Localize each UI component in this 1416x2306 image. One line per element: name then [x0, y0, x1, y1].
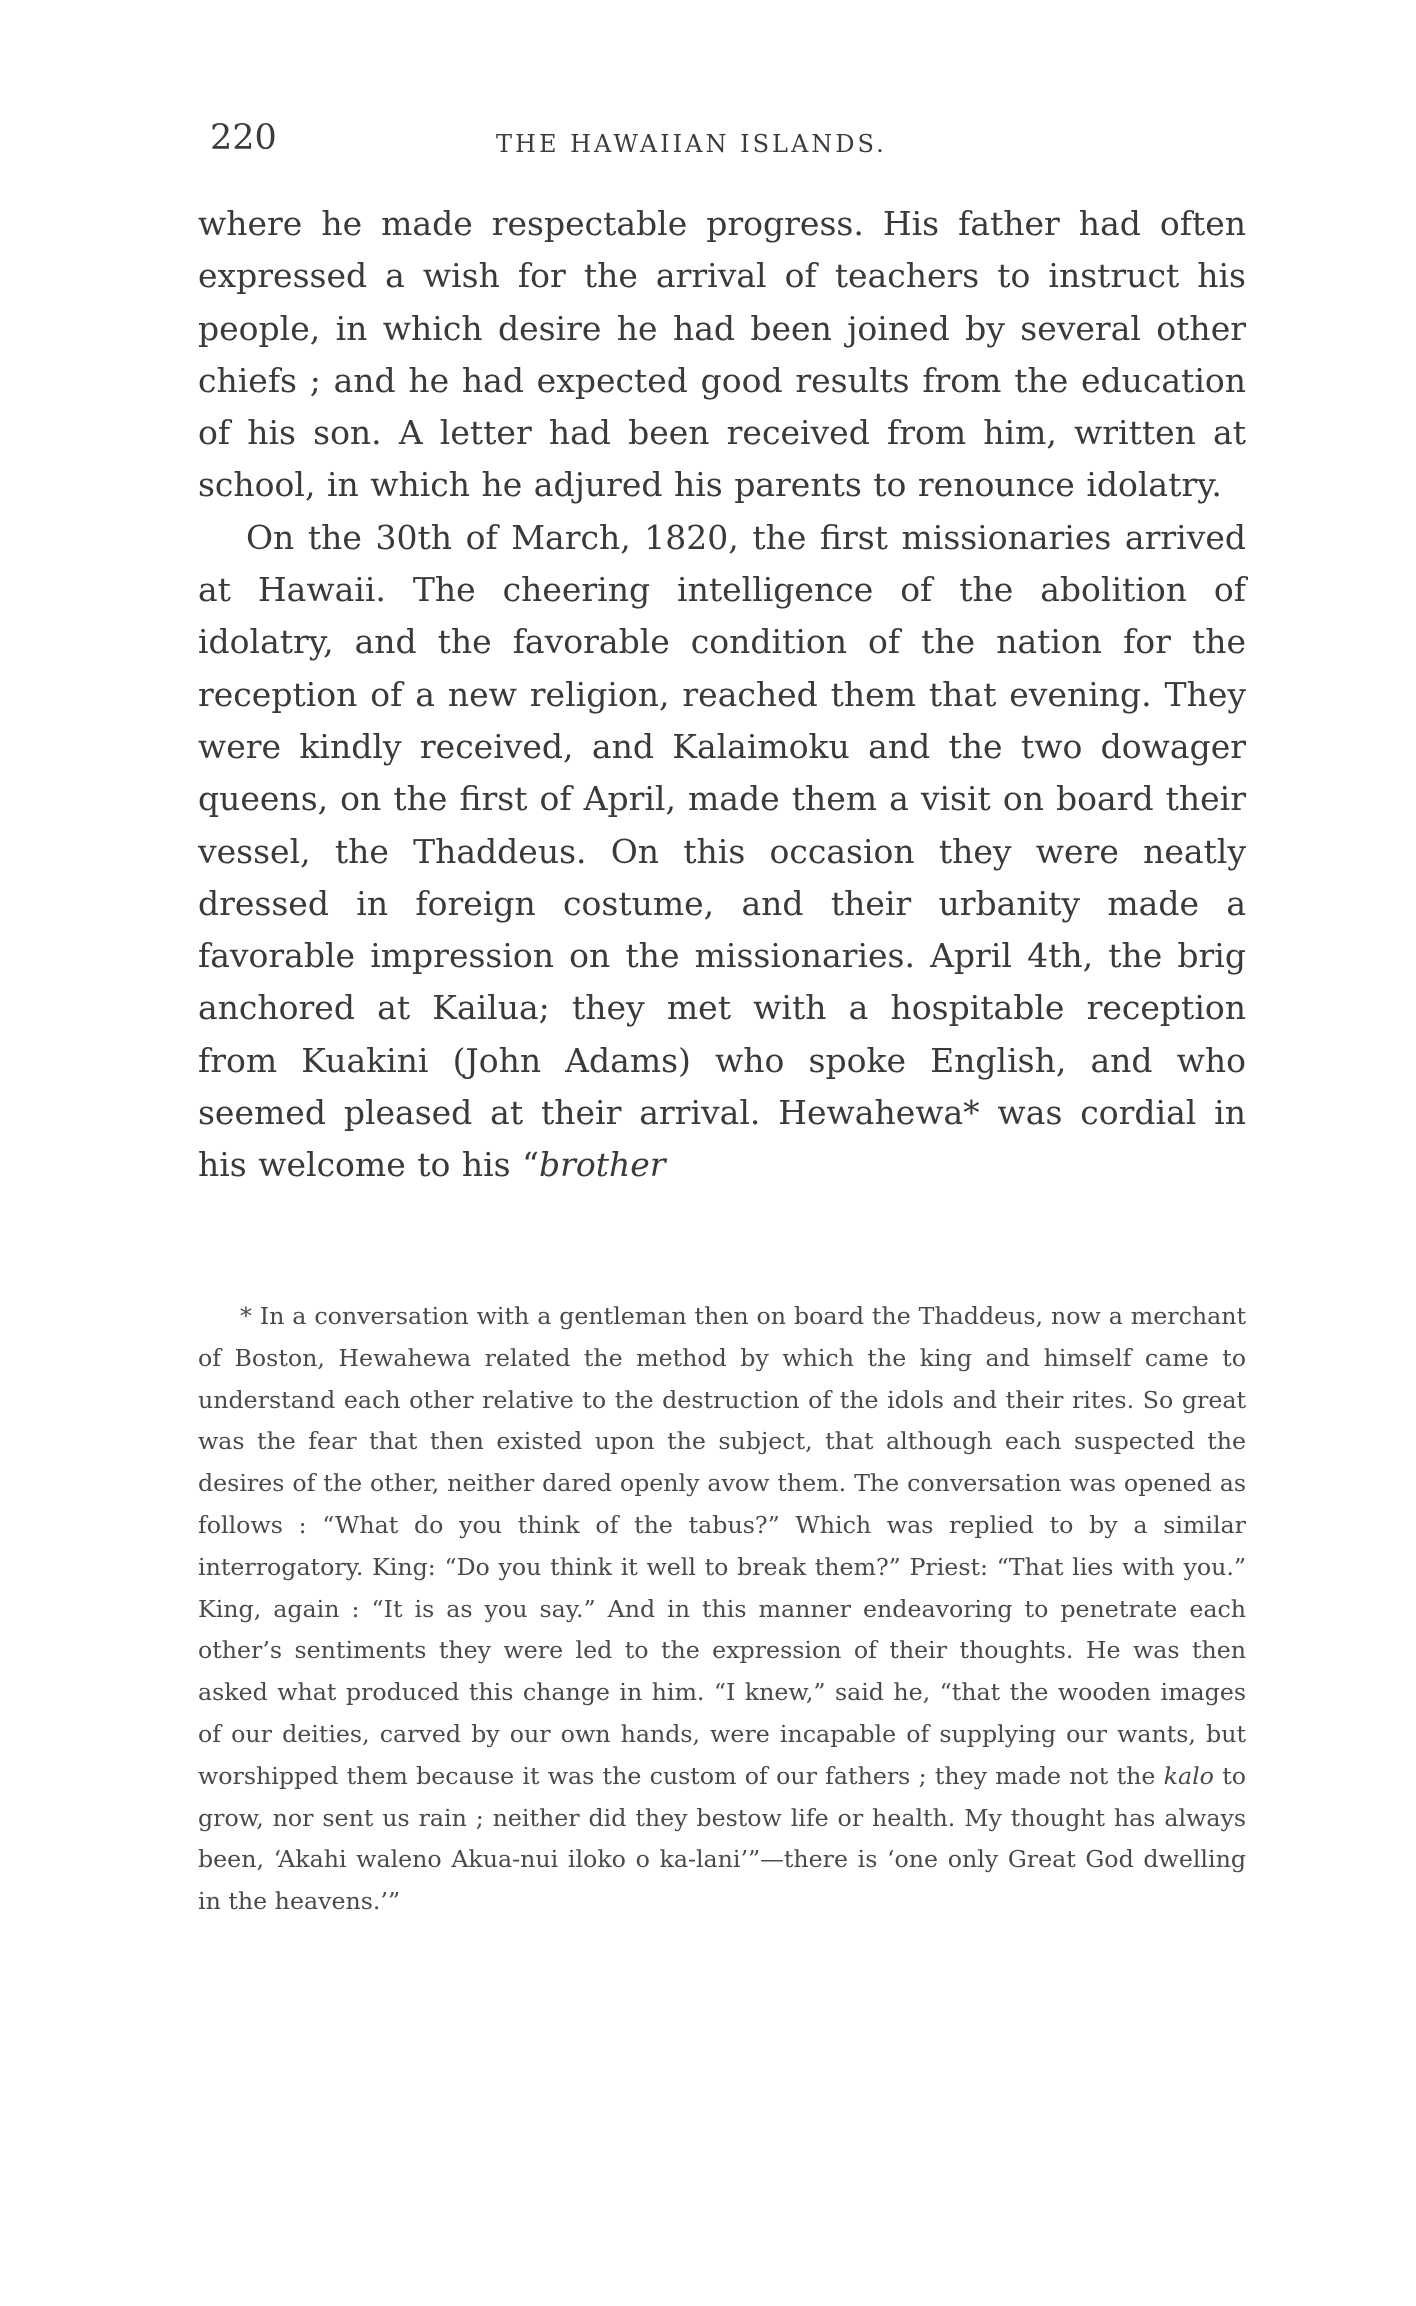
- paragraph-2-text: On the 30th of March, 1820, the first missionaries arrived at Hawaii. The cheering intelligence of the abolition of idolatry, and the favorable condition of the nation for the reception of a new religion, reached them that evening. They were kindly received, and Kalaimoku and the two dowager queens, on the first of April, made them a visit on board their vessel, the Thaddeus. On this occasion they were neatly dressed in foreign costume, and their urbanity made a favorable impression on the missionaries. April 4th, the brig anchored at Kailua; they met with a hospitable reception from Kuakini (John Adams) who spoke English, and who seemed pleased at their arrival. Hewahewa: [198, 517, 1246, 1133]
- paragraph-1: where he made respectable progress. His father had often expressed a wish for the arrival of teachers to instruct his people, in which desire he had been joined by several other chiefs ; and he had expected good results from the education of his son. A letter had been received from him, written at school, in which he adjured his parents to renounce idolatry.: [198, 204, 1246, 505]
- running-title: THE HAWAIIAN ISLANDS.: [496, 130, 887, 158]
- footnote-marker: *: [240, 1302, 252, 1330]
- main-text: [198, 198, 1246, 1192]
- footnote-reference: *: [963, 1093, 980, 1133]
- footnote-text-1: In a conversation with a gentleman then on board the Thaddeus, now a merchant of Boston, Hewahewa related the method by which the king and himself came to understand each other relative to the destruction of the idols and their rites. So great was the fear that then existed upon the subject, that although each suspected the desires of the other, neither dared openly avow them. The conversation was opened as follows : “What do you think of the tabus?” Which was replied to by a similar interrogatory. King: “Do you think it well to break them?” Priest: “That lies with you.” King, again : “It is as you say.” And in this manner endeavoring to penetrate each other’s sentiments they were led to the expression of their thoughts. He was then asked what produced this change in him. “I knew,” said he, “that the wooden images of our deities, carved by our own hands, were incapable of supplying our wants, but worshipped them because it was the custom of our fathers ; they made not the: [198, 1302, 1246, 1790]
- page-header: [210, 118, 1250, 178]
- paragraph-2-end: was cordial in his welcome to his “: [198, 1093, 1246, 1185]
- footnote-italic-word: kalo: [1163, 1761, 1214, 1790]
- paragraph-2-italic: brother: [538, 1145, 666, 1185]
- footnote: [198, 1296, 1246, 1923]
- paragraph-2: [198, 512, 1246, 1192]
- page-number: 220: [210, 118, 277, 158]
- footnote-text-2: to grow, nor sent us rain ; neither did they bestow life or health. My thought has always been, ‘Akahi waleno Akua-nui iloko o ka-lani’”—there is ‘one only Great God dwelling in the heavens.’”: [198, 1761, 1246, 1916]
